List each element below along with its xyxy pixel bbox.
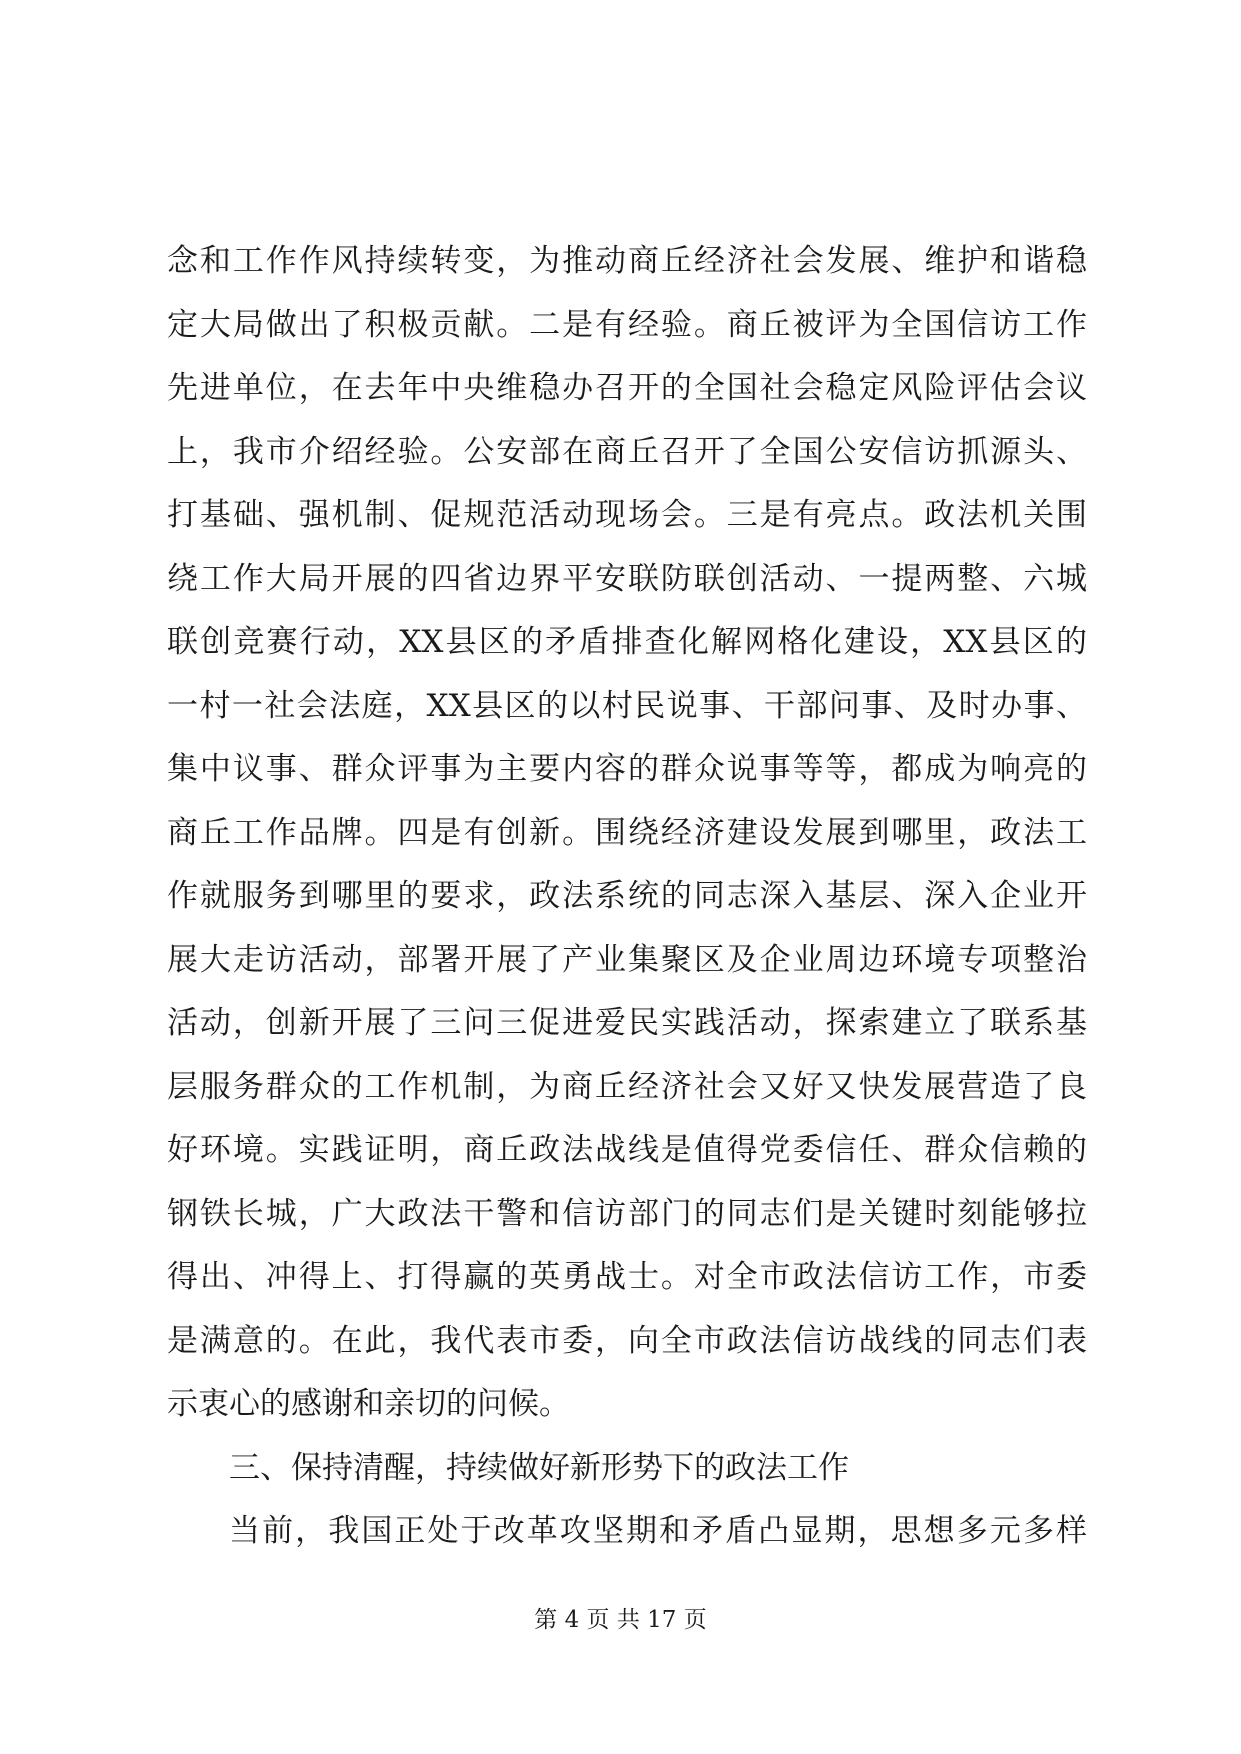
text-line: 上，我市介绍经验。公安部在商丘召开了全国公安信访抓源头、 [167, 433, 1087, 470]
page-number-footer: 第 4 页 共 17 页 [534, 1607, 707, 1633]
text-line: 好环境。实践证明，商丘政法战线是值得党委信任、群众信赖的 [167, 1132, 1087, 1168]
text-line: 一村一社会法庭，XX县区的以村民说事、干部问事、及时办事、 [167, 687, 1087, 724]
paragraph-first-line: 当前，我国正处于改革攻坚期和矛盾凸显期，思想多元多样 [229, 1513, 1087, 1549]
document-body [167, 230, 1087, 1564]
text-line: 先进单位，在去年中央维稳办召开的全国社会稳定风险评估会议 [167, 370, 1087, 406]
text-line: 念和工作作风持续转变，为推动商丘经济社会发展、维护和谐稳 [167, 243, 1087, 279]
text-line: 联创竞赛行动，XX县区的矛盾排查化解网格化建设，XX县区的 [167, 624, 1087, 660]
text-line: 得出、冲得上、打得赢的英勇战士。对全市政法信访工作，市委 [167, 1259, 1087, 1295]
text-line: 集中议事、群众评事为主要内容的群众说事等等，都成为响亮的 [167, 751, 1087, 787]
text-line: 定大局做出了积极贡献。二是有经验。商丘被评为全国信访工作 [167, 306, 1087, 343]
text-line: 打基础、强机制、促规范活动现场会。三是有亮点。政法机关围 [167, 497, 1087, 533]
text-line: 商丘工作品牌。四是有创新。围绕经济建设发展到哪里，政法工 [167, 814, 1087, 851]
text-line: 是满意的。在此，我代表市委，向全市政法信访战线的同志们表 [167, 1322, 1087, 1359]
text-line: 钢铁长城，广大政法干警和信访部门的同志们是关键时刻能够拉 [167, 1195, 1087, 1232]
text-line: 活动，创新开展了三问三促进爱民实践活动，探索建立了联系基 [167, 1005, 1087, 1041]
text-line: 示衷心的感谢和亲切的问候。 [167, 1386, 570, 1422]
text-line: 作就服务到哪里的要求，政法系统的同志深入基层、深入企业开 [167, 878, 1087, 914]
text-line: 展大走访活动，部署开展了产业集聚区及企业周边环境专项整治 [167, 941, 1087, 978]
text-line: 绕工作大局开展的四省边界平安联防联创活动、一提两整、六城 [167, 560, 1087, 597]
section-heading: 三、保持清醒，持续做好新形势下的政法工作 [229, 1449, 849, 1486]
text-line: 层服务群众的工作机制，为商丘经济社会又好又快发展营造了良 [167, 1068, 1087, 1105]
